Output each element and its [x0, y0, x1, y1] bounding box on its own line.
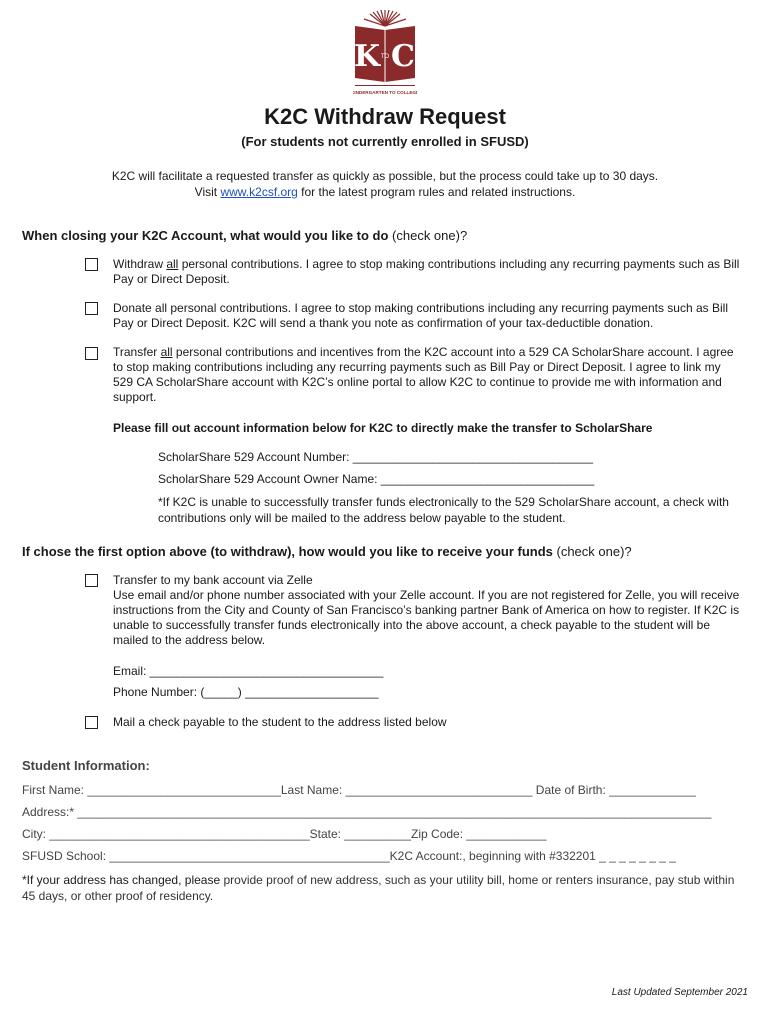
closing-question-hint: (check one)?: [388, 228, 468, 243]
k2c-logo-graphic: [353, 8, 417, 100]
k2c-logo: [353, 8, 417, 100]
receive-funds-question: [22, 544, 632, 559]
donate-checkbox[interactable]: [85, 302, 98, 315]
transfer-scholarshare-checkbox[interactable]: [85, 347, 98, 360]
page-title: K2C Withdraw Request: [264, 104, 506, 129]
scholarshare-account-number-field[interactable]: ScholarShare 529 Account Number: ____________________________________: [158, 450, 594, 464]
intro-text: [0, 168, 770, 200]
mail-check-checkbox[interactable]: [85, 716, 98, 729]
svg-text:TO: TO: [380, 54, 390, 60]
zelle-option-text: [113, 573, 743, 648]
last-updated: Last Updated September 2021: [611, 987, 748, 998]
svg-text:KINDERGARTEN TO COLLEGE: KINDERGARTEN TO COLLEGE: [353, 90, 417, 95]
intro-after-link: for the latest program rules and related instructions.: [297, 185, 576, 199]
donate-option-text: Donate all personal contributions. I agree to stop making contributions including any recurring payments such as Bill Pay or Direct Deposit. K2C will send a thank you note as confirmation of your tax-deductible donation.: [113, 301, 728, 330]
address-change-note: *If your address has changed, please provide proof of new address, such as your utility bill, home or renters insurance, pay stub within 45 days, or other proof of residency.: [22, 873, 735, 903]
intro-line-2: [0, 184, 770, 200]
zelle-checkbox[interactable]: [85, 574, 98, 587]
scholarshare-owner-name-field[interactable]: ScholarShare 529 Account Owner Name: ________________________________: [158, 472, 595, 486]
receive-funds-question-text: If chose the first option above (to withdraw), how would you like to receive your funds: [22, 544, 553, 559]
withdraw-option-text: Withdraw all personal contributions. I agree to stop making contributions including any recurring payments such as Bill Pay or Direct Deposit.: [113, 257, 740, 286]
svg-text:C: C: [391, 39, 415, 74]
transfer-option-text: Transfer all personal contributions and incentives from the K2C account into a 529 CA ScholarShare account. I agree to stop making contributions including any recurring payments such as Bill Pay or Direct Deposit. I agree to link my 529 CA ScholarShare account with K2C’s online portal to allow K2C to continue to provide me with information and support.: [113, 345, 734, 404]
zelle-phone-field[interactable]: Phone Number: (_____) ____________________: [113, 685, 379, 699]
zelle-title: Transfer to my bank account via Zelle: [113, 573, 313, 587]
k2c-website-link[interactable]: www.k2csf.org: [220, 185, 298, 199]
student-school-account-row[interactable]: SFUSD School: __________________________________________K2C Account:, beginning with #332201 _ _ _ _ _ _ _ _: [22, 849, 676, 863]
mail-check-option-text: Mail a check payable to the student to the address listed below: [113, 715, 447, 729]
student-address-row[interactable]: Address:* _______________________________________________________________________________________________: [22, 805, 712, 819]
svg-text:K: K: [353, 39, 381, 74]
closing-question-text: When closing your K2C Account, what would you like to do: [22, 228, 389, 243]
withdraw-checkbox[interactable]: [85, 258, 98, 271]
student-info-heading: Student Information:: [22, 758, 150, 773]
closing-question: [22, 228, 467, 243]
intro-line-1: K2C will facilitate a requested transfer as quickly as possible, but the process could take up to 30 days.: [111, 169, 659, 183]
page-subtitle: (For students not currently enrolled in SFUSD): [241, 134, 529, 149]
receive-funds-question-hint: (check one)?: [552, 544, 632, 559]
student-name-dob-row[interactable]: First Name: _____________________________Last Name: ____________________________ Date of Birth: _____________: [22, 783, 696, 797]
zelle-instructions: Use email and/or phone number associated with your Zelle account. If you are not registered for Zelle, you will receive instructions from the City and County of San Francisco’s banking partner Bank of America on how to register. If K2C is unable to successfully transfer funds electronically into the above account, a check payable to the student will be mailed to the address below.: [113, 588, 740, 647]
scholarshare-heading: Please fill out account information below for K2C to directly make the transfer to ScholarShare: [113, 421, 653, 435]
student-city-state-zip-row[interactable]: City: _______________________________________State: __________Zip Code: ____________: [22, 827, 547, 841]
scholarshare-note: *If K2C is unable to successfully transfer funds electronically to the 529 ScholarShare account, a check with contributions only will be mailed to the address below payable to the student.: [158, 495, 729, 525]
intro-visit: Visit: [194, 185, 221, 199]
zelle-email-field[interactable]: Email: ___________________________________: [113, 664, 384, 678]
